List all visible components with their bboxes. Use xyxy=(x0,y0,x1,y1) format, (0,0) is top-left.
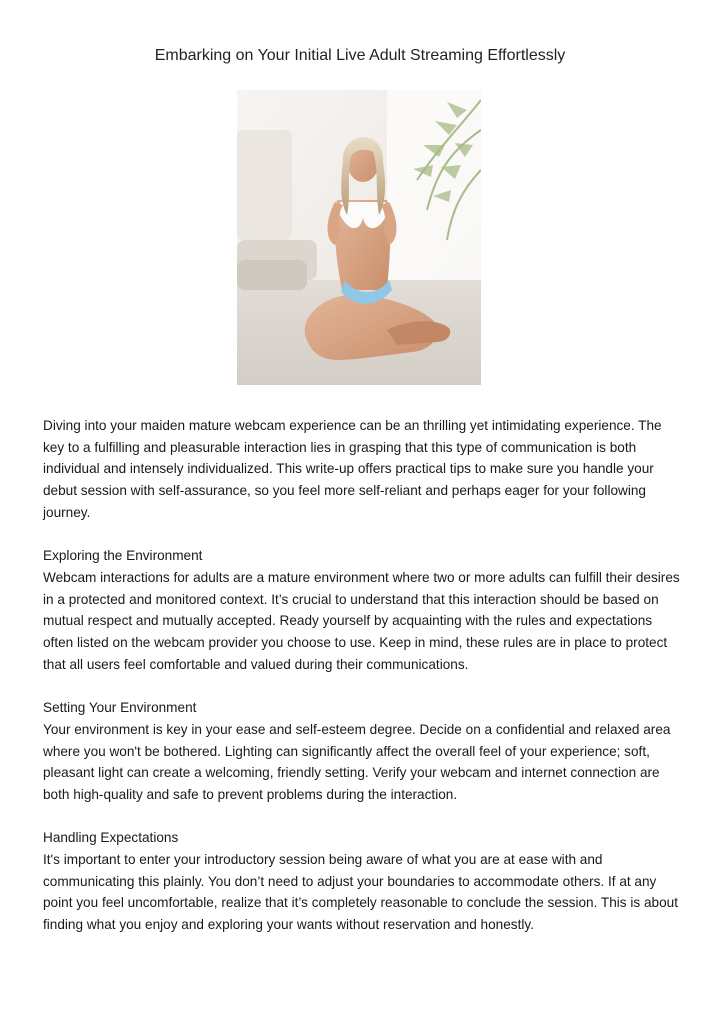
article-photo xyxy=(237,90,481,385)
section-body: Webcam interactions for adults are a mature environment where two or more adults can fulfill their desires in a protected and monitored context. It’s crucial to understand that this interaction should be based on mutual respect and mutually accepted. Ready yourself by acquainting with the rules and expectations often listed on the webcam provider you choose to use. Keep in mind, these rules are in place to protect that all users feel comfortable and valued during their communications. xyxy=(43,569,680,672)
section-heading: Exploring the Environment xyxy=(43,548,203,564)
article-body xyxy=(43,415,683,936)
section-heading: Handling Expectations xyxy=(43,830,179,846)
page-title: Embarking on Your Initial Live Adult Streaming Effortlessly xyxy=(154,47,566,64)
intro-paragraph: Diving into your maiden mature webcam experience can be an thrilling yet intimidating experience. The key to a fulfilling and pleasurable interaction lies in grasping that this type of communication is both individual and intensely individualized. This write-up offers practical tips to make sure you handle your debut session with self-assurance, so you feel more self-reliant and perhaps eager for your following journey. xyxy=(43,418,662,520)
section-body: Your environment is key in your ease and self-esteem degree. Decide on a confidential and relaxed area where you won't be bothered. Lighting can significantly affect the overall feel of your experience; soft, pleasant light can create a welcoming, friendly setting. Verify your webcam and internet connection are both high-quality and safe to prevent problems during the interaction. xyxy=(43,721,671,802)
section-body: It's important to enter your introductory session being aware of what you are at ease with and communicating this plainly. You don’t need to adjust your boundaries to accommodate others. If at any point you feel uncomfortable, realize that it’s completely reasonable to conclude the session. This is about finding what you enjoy and exploring your wants without reservation and honestly. xyxy=(43,852,678,933)
section-heading: Setting Your Environment xyxy=(43,700,197,716)
